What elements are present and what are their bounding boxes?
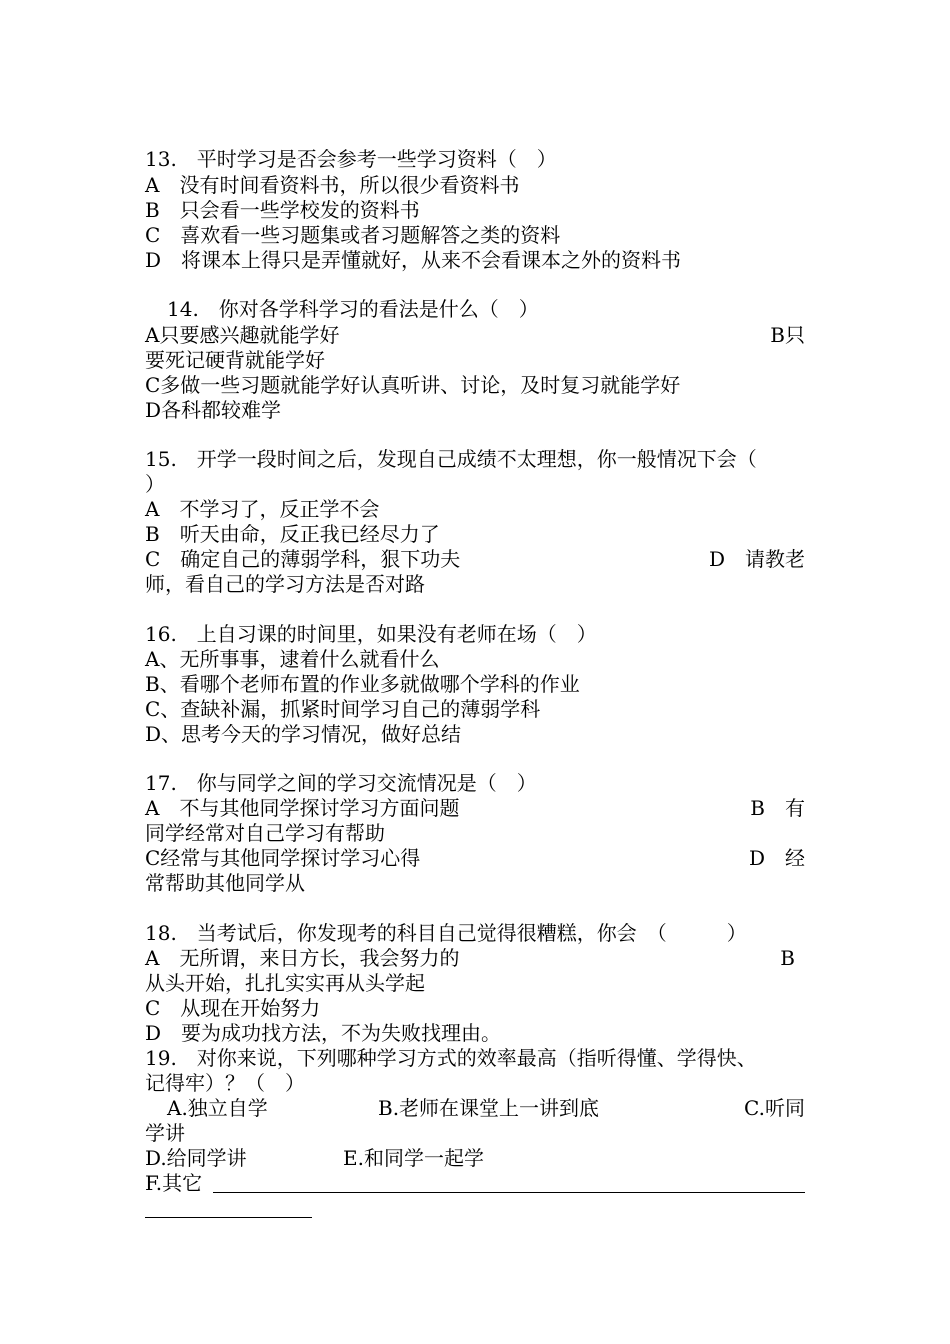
question-19-option-b: B.老师在课堂上一讲到底 — [378, 1096, 600, 1120]
question-13-option-c: C 喜欢看一些习题集或者习题解答之类的资料 — [145, 223, 561, 247]
question-14-title: 14. 你对各学科学习的看法是什么（ ） — [167, 297, 539, 321]
answer-blank-line-cont[interactable] — [145, 1217, 312, 1218]
question-19-title-cont: 记得牢）？（ ） — [145, 1071, 305, 1095]
question-18-option-d: D 要为成功找方法，不为失败找理由。 — [145, 1021, 502, 1045]
question-19-title: 19. 对你来说，下列哪种学习方式的效率最高（指听得懂、学得快、 — [145, 1046, 757, 1070]
question-16-option-d: D、思考今天的学习情况，做好总结 — [145, 722, 462, 746]
question-13-title: 13. 平时学习是否会参考一些学习资料（ ） — [145, 147, 557, 171]
question-18-title: 18. 当考试后，你发现考的科目自己觉得很糟糕，你会 （ ） — [145, 921, 747, 945]
question-15-title: 15. 开学一段时间之后，发现自己成绩不太理想，你一般情况下会（ — [145, 447, 757, 471]
question-16-option-b: B、看哪个老师布置的作业多就做哪个学科的作业 — [145, 672, 580, 696]
question-18-option-a: A 无所谓，来日方长，我会努力的 — [145, 946, 460, 970]
question-14-option-a: A只要感兴趣就能学好 — [145, 323, 340, 347]
question-15-option-d-cont: 师，看自己的学习方法是否对路 — [145, 572, 425, 596]
answer-blank-line[interactable] — [213, 1192, 805, 1193]
question-13-option-d: D 将课本上得只是弄懂就好，从来不会看课本之外的资料书 — [145, 248, 682, 272]
question-14-option-c: C多做一些习题就能学好认真听讲、讨论，及时复习就能学好 — [145, 373, 681, 397]
question-19-option-f: F.其它 — [145, 1171, 203, 1195]
question-15-title-cont: ） — [145, 472, 165, 496]
question-18-option-c: C 从现在开始努力 — [145, 996, 321, 1020]
question-19-option-a: A.独立自学 — [167, 1096, 268, 1120]
question-17-option-d-start: D 经 — [748, 846, 805, 870]
question-16-option-a: A、无所事事，逮着什么就看什么 — [145, 647, 440, 671]
question-17-option-b-cont: 同学经常对自己学习有帮助 — [145, 821, 385, 845]
question-13-option-a: A 没有时间看资料书，所以很少看资料书 — [145, 173, 520, 197]
question-18-option-b-cont: 从头开始，扎扎实实再从头学起 — [145, 971, 425, 995]
question-13-option-b: B 只会看一些学校发的资料书 — [145, 198, 420, 222]
question-14-option-d: D各科都较难学 — [145, 398, 282, 422]
question-17-option-a: A 不与其他同学探讨学习方面问题 — [145, 796, 460, 820]
question-19-option-c-start: C.听同 — [744, 1096, 805, 1120]
question-17-option-b-start: B 有 — [750, 796, 805, 820]
question-15-option-a: A 不学习了，反正学不会 — [145, 497, 380, 521]
question-15-option-d-start: D 请教老 — [708, 547, 805, 571]
question-19-option-d: D.给同学讲 — [145, 1146, 247, 1170]
question-15-option-b: B 听天由命，反正我已经尽力了 — [145, 522, 440, 546]
question-19-option-e: E.和同学一起学 — [343, 1146, 484, 1170]
question-18-option-b-start: B — [780, 946, 795, 970]
question-17-title: 17. 你与同学之间的学习交流情况是（ ） — [145, 771, 537, 795]
question-19-option-c-cont: 学讲 — [145, 1121, 185, 1145]
question-17-option-d-cont: 常帮助其他同学从 — [145, 871, 305, 895]
question-17-option-c: C经常与其他同学探讨学习心得 — [145, 846, 421, 870]
question-14-option-b-cont: 要死记硬背就能学好 — [145, 348, 325, 372]
question-14-option-b-start: B只 — [770, 323, 805, 347]
question-16-option-c: C、查缺补漏，抓紧时间学习自己的薄弱学科 — [145, 697, 541, 721]
question-16-title: 16. 上自习课的时间里，如果没有老师在场（ ） — [145, 622, 597, 646]
question-15-option-c: C 确定自己的薄弱学科，狠下功夫 — [145, 547, 461, 571]
